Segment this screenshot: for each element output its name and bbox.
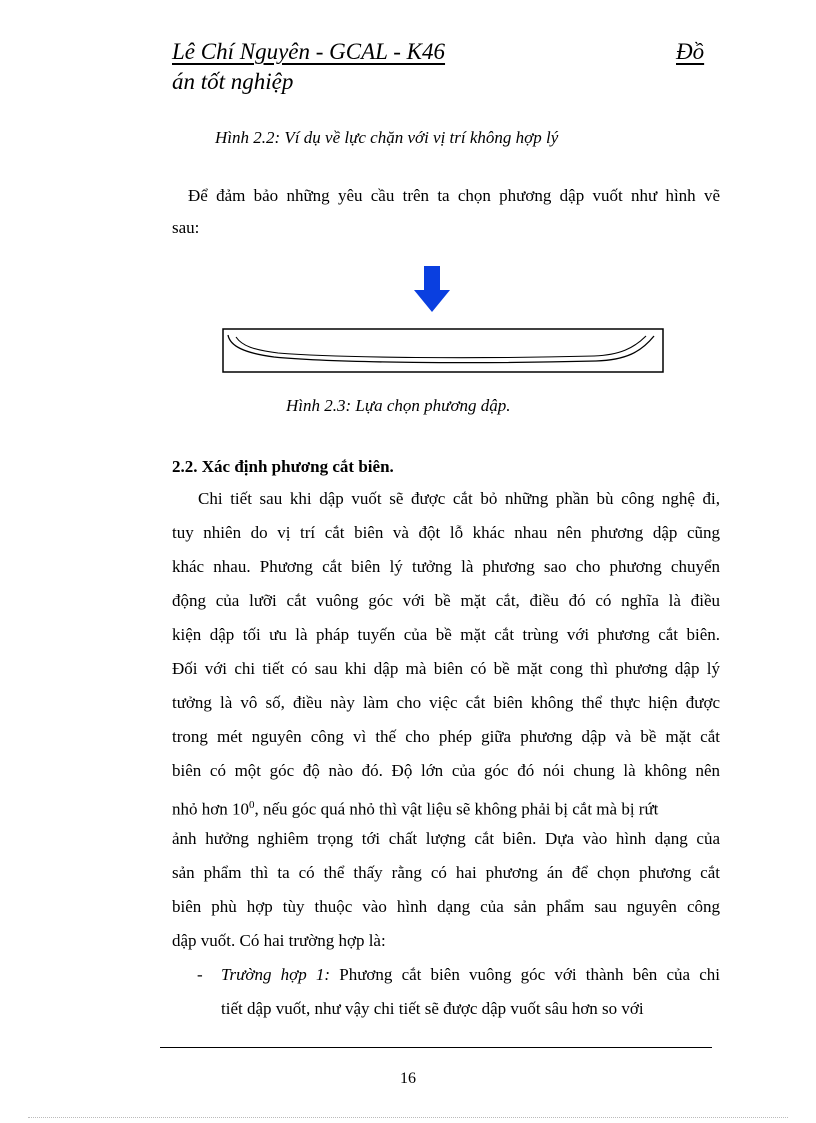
paragraph-line: kiện dập tối ưu là pháp tuyến của bề mặt cắt trùng với phương cắt biên. bbox=[172, 625, 720, 644]
footer-rule bbox=[160, 1047, 712, 1048]
bullet-continuation: tiết dập vuốt, như vậy chi tiết sẽ được dập vuốt sâu hơn so với bbox=[221, 999, 644, 1018]
bullet-label: Trường hợp 1: bbox=[221, 965, 331, 984]
press-direction-arrow-icon bbox=[414, 266, 450, 312]
part-profile bbox=[228, 335, 654, 363]
bullet-dash: - bbox=[197, 965, 203, 984]
intro-line-1: Để đảm bảo những yêu cầu trên ta chọn phương dập vuốt như hình vẽ bbox=[188, 186, 720, 205]
paragraph-line: sản phẩm thì ta có thể thấy rằng có hai phương án để chọn phương cắt bbox=[172, 863, 720, 882]
figure-2-3-caption: Hình 2.3: Lựa chọn phương dập. bbox=[286, 396, 511, 415]
paragraph-line: trong mét nguyên công vì thế cho phép giữa phương dập và bề mặt cắt bbox=[172, 727, 720, 746]
paragraph-line: Đối với chi tiết có sau khi dập mà biên có bề mặt cong thì phương dập lý bbox=[172, 659, 720, 678]
paragraph-line: biên có một góc độ nào đó. Độ lớn của góc đó nói chung là không nên bbox=[172, 761, 720, 780]
die-frame bbox=[223, 329, 663, 372]
degree-superscript: 0 bbox=[249, 799, 255, 811]
figure-2-2-caption: Hình 2.2: Ví dụ về lực chặn với vị trí không hợp lý bbox=[215, 128, 559, 147]
page-bottom-border bbox=[28, 1117, 788, 1118]
header-author-line: Lê Chí Nguyên - GCAL - K46 bbox=[172, 39, 446, 64]
line-10-after: , nếu góc quá nhỏ thì vật liệu sẽ không phải bị cắt mà bị rứt bbox=[254, 799, 659, 819]
page-number: 16 bbox=[400, 1070, 416, 1087]
paragraph-line: tuy nhiên do vị trí cắt biên và đột lỗ khác nhau nên phương dập cũng bbox=[172, 523, 720, 542]
paragraph-last-line: dập vuốt. Có hai trường hợp là: bbox=[172, 931, 386, 950]
paragraph-line: tưởng là vô số, điều này làm cho việc cắt biên không thể thực hiện được bbox=[172, 693, 720, 712]
header-second-line: án tốt nghiệp bbox=[172, 69, 294, 94]
paragraph-line: động của lưỡi cắt vuông góc với bề mặt cắt, điều đó có nghĩa là điều bbox=[172, 591, 720, 610]
bullet-text: Phương cắt biên vuông góc với thành bên của chi bbox=[330, 965, 720, 984]
intro-line-2: sau: bbox=[172, 218, 200, 237]
figure-2-3-drawing bbox=[216, 256, 672, 378]
part-profile-inner bbox=[236, 336, 646, 358]
paragraph-line: khác nhau. Phương cắt biên lý tưởng là phương sao cho phương chuyển bbox=[172, 557, 720, 576]
paragraph-line: ảnh hưởng nghiêm trọng tới chất lượng cắt biên. Dựa vào hình dạng của bbox=[172, 829, 720, 848]
section-heading: 2.2. Xác định phương cắt biên. bbox=[172, 457, 394, 476]
paragraph-line: Chi tiết sau khi dập vuốt sẽ được cắt bỏ những phần bù công nghệ đi, bbox=[198, 489, 720, 508]
bullet-first-line bbox=[221, 965, 720, 985]
header-right-word: Đồ bbox=[676, 39, 705, 64]
paragraph-line: biên phù hợp tùy thuộc vào hình dạng của sản phẩm sau nguyên công bbox=[172, 897, 720, 916]
line-10-before: nhỏ hơn 10 bbox=[172, 799, 249, 819]
paragraph-line-with-superscript bbox=[172, 795, 720, 820]
